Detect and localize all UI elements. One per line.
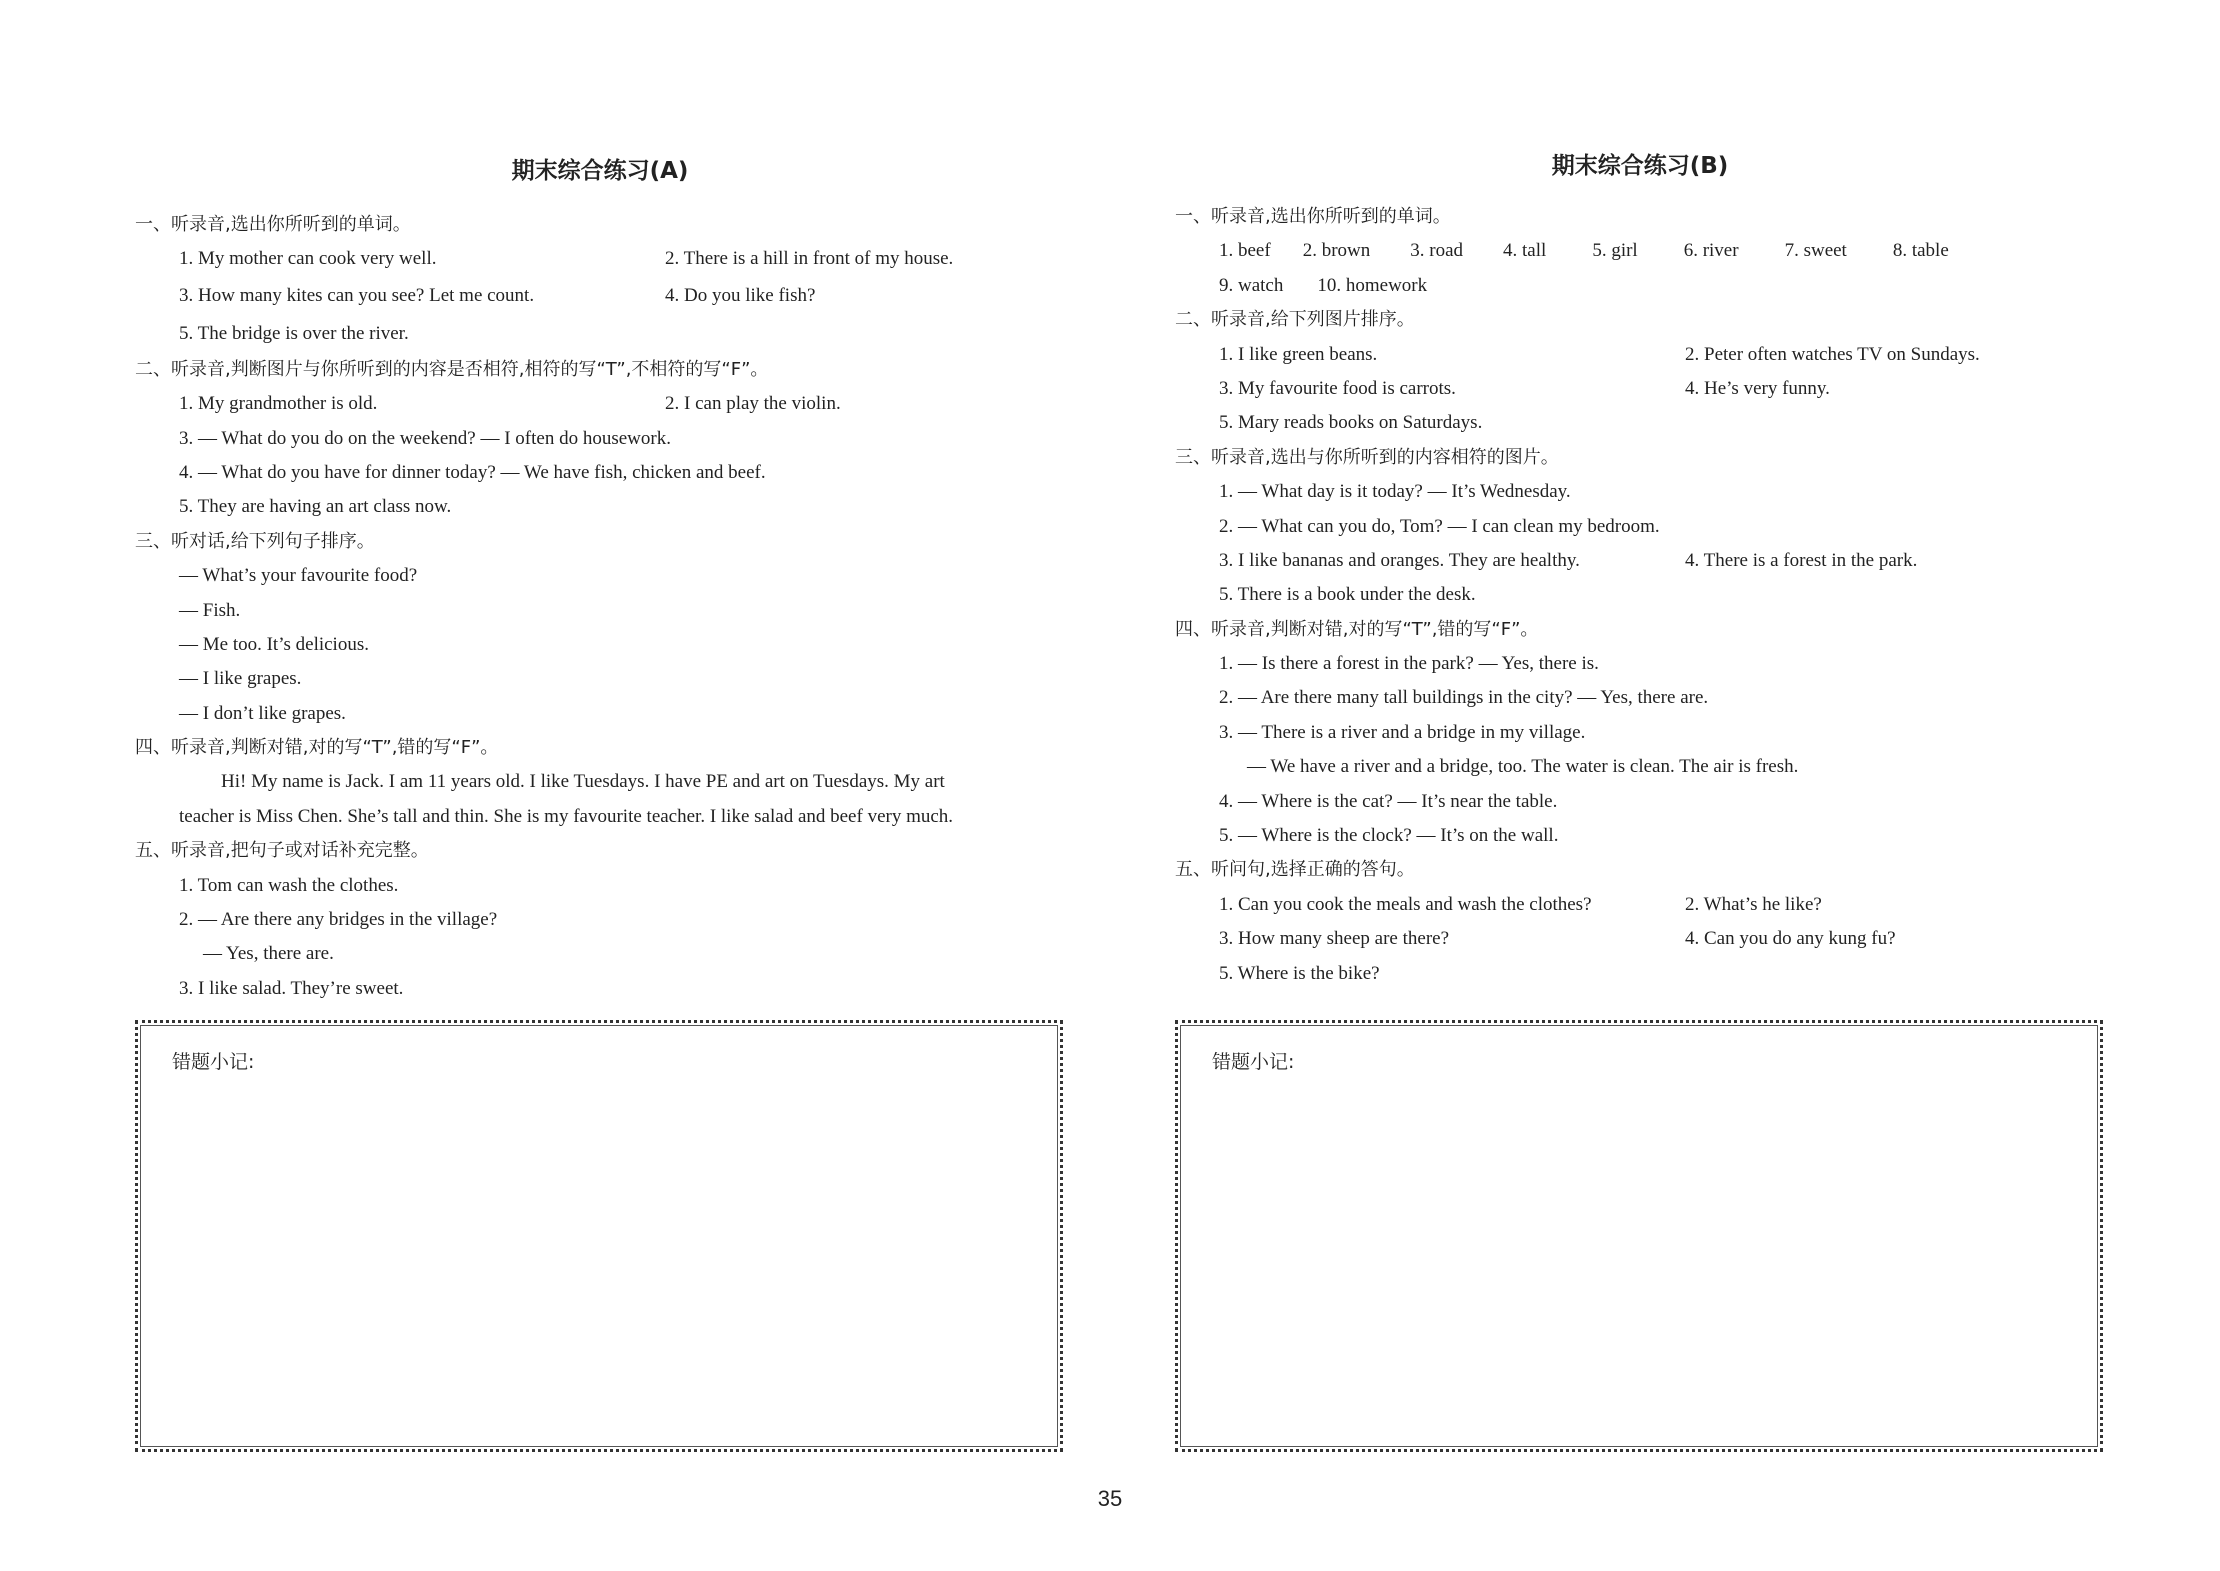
b-s2-item-3: 3. My favourite food is carrots.	[1219, 377, 1456, 399]
b-s4-item-1: 1. — Is there a forest in the park? — Yes, there is.	[1219, 653, 1599, 675]
b-s2-item-4: 4. He’s very funny.	[1685, 377, 1830, 399]
b-s4-item-3-answer: — We have a river and a bridge, too. The water is clean. The air is fresh.	[1247, 756, 1799, 778]
b-s2-item-1: 1. I like green beans.	[1219, 343, 1378, 365]
a-section-2-heading: 二、听录音,判断图片与你所听到的内容是否相符,相符的写“T”,不相符的写“F”。	[135, 358, 769, 380]
a-error-notes-label: 错题小记:	[172, 1051, 255, 1073]
b-s5-row-1	[1175, 888, 2105, 922]
page-number: 35	[1097, 1486, 1123, 1511]
a-s1-item-5: 5. The bridge is over the river.	[179, 322, 409, 344]
b-s3-item-5: 5. There is a book under the desk.	[1219, 584, 1476, 606]
b-s4-item-4: 4. — Where is the cat? — It’s near the table.	[1219, 790, 1558, 812]
a-section-1-heading: 一、听录音,选出你所听到的单词。	[135, 214, 411, 235]
a-s2-item-2: 2. I can play the violin.	[665, 393, 841, 415]
a-s1-item-4: 4. Do you like fish?	[665, 284, 816, 306]
b-s5-item-3: 3. How many sheep are there?	[1219, 928, 1450, 950]
a-s2-item-3: 3. — What do you do on the weekend? — I often do housework.	[179, 427, 671, 449]
a-s5-item-1: 1. Tom can wash the clothes.	[179, 874, 399, 896]
a-s4-passage-line-2: teacher is Miss Chen. She’s tall and thin. She is my favourite teacher. I like salad and beef very much.	[179, 805, 954, 827]
b-s3-item-1: 1. — What day is it today? — It’s Wednesday.	[1219, 481, 1571, 503]
b-s3-row-3	[1175, 544, 2105, 578]
b-s1-word-7: 7. sweet	[1784, 240, 1847, 262]
b-s5-row-2	[1175, 922, 2105, 956]
b-s3-item-2: 2. — What can you do, Tom? — I can clean my bedroom.	[1219, 515, 1660, 537]
b-s1-word-10: 10. homework	[1317, 274, 1428, 296]
b-s2-item-2: 2. Peter often watches TV on Sundays.	[1685, 343, 1980, 365]
a-section-4-heading: 四、听录音,判断对错,对的写“T”,错的写“F”。	[135, 737, 499, 759]
a-s2-item-1: 1. My grandmother is old.	[179, 393, 378, 415]
a-s2-item-5: 5. They are having an art class now.	[179, 496, 452, 518]
a-s4-passage	[135, 765, 1065, 834]
b-s5-item-2: 2. What’s he like?	[1685, 893, 1822, 915]
a-s3-line-3: — Me too. It’s delicious.	[179, 633, 369, 655]
b-s1-word-2: 2. brown	[1302, 240, 1371, 262]
a-s5-item-2: 2. — Are there any bridges in the village?	[179, 909, 498, 931]
b-s1-word-8: 8. table	[1892, 240, 1949, 262]
exercise-b-body	[1175, 200, 2105, 991]
b-s3-item-3: 3. I like bananas and oranges. They are healthy.	[1219, 549, 1580, 571]
b-s1-word-9: 9. watch	[1219, 274, 1284, 296]
b-s1-word-row-1	[1175, 234, 2105, 268]
exercise-b-title: 期末综合练习(B)	[1551, 153, 1729, 179]
a-s1-item-1: 1. My mother can cook very well.	[179, 248, 437, 270]
a-s5-item-3: 3. I like salad. They’re sweet.	[179, 977, 404, 999]
b-s1-word-4: 4. tall	[1503, 240, 1547, 262]
b-s5-item-1: 1. Can you cook the meals and wash the clothes?	[1219, 893, 1592, 915]
a-s2-item-4: 4. — What do you have for dinner today? — We have fish, chicken and beef.	[179, 461, 766, 483]
b-section-3-heading: 三、听录音,选出与你所听到的内容相符的图片。	[1175, 446, 1559, 468]
b-s1-word-6: 6. river	[1683, 240, 1739, 262]
a-s1-item-3: 3. How many kites can you see? Let me count.	[179, 284, 535, 306]
a-s5-item-2-answer: — Yes, there are.	[203, 943, 334, 965]
a-s2-row-1	[135, 387, 1065, 421]
b-section-4-heading: 四、听录音,判断对错,对的写“T”,错的写“F”。	[1175, 618, 1539, 640]
b-section-1-heading: 一、听录音,选出你所听到的单词。	[1175, 206, 1451, 227]
b-s1-word-row-2	[1175, 269, 2105, 303]
b-s2-item-5: 5. Mary reads books on Saturdays.	[1219, 412, 1483, 434]
b-s5-item-4: 4. Can you do any kung fu?	[1685, 928, 1896, 950]
b-s1-word-5: 5. girl	[1592, 240, 1638, 262]
a-s3-line-2: — Fish.	[179, 599, 241, 621]
a-section-3-heading: 三、听对话,给下列句子排序。	[135, 530, 375, 552]
a-section-5-heading: 五、听录音,把句子或对话补充完整。	[135, 840, 429, 862]
a-error-notes-box	[135, 1020, 1063, 1452]
a-s1-item-2: 2. There is a hill in front of my house.	[665, 248, 954, 270]
a-s3-line-1: — What’s your favourite food?	[179, 565, 418, 587]
b-s2-row-1	[1175, 338, 2105, 372]
b-s3-item-4: 4. There is a forest in the park.	[1685, 549, 1918, 571]
a-s3-line-5: — I don’t like grapes.	[179, 702, 346, 724]
b-s4-item-3: 3. — There is a river and a bridge in my village.	[1219, 721, 1586, 743]
a-s1-row-1	[135, 242, 1065, 276]
exercise-a-title: 期末综合练习(A)	[511, 158, 689, 184]
b-error-notes-label: 错题小记:	[1212, 1051, 1295, 1073]
b-s2-row-2	[1175, 372, 2105, 406]
b-s1-word-3: 3. road	[1410, 240, 1464, 262]
b-error-notes-box	[1175, 1020, 2103, 1452]
exercise-a-body	[135, 208, 1065, 1006]
a-s3-line-4: — I like grapes.	[179, 668, 302, 690]
b-section-2-heading: 二、听录音,给下列图片排序。	[1175, 309, 1415, 331]
a-s1-row-2	[135, 277, 1065, 315]
b-s5-item-5: 5. Where is the bike?	[1219, 962, 1380, 984]
a-s4-passage-line-1: Hi! My name is Jack. I am 11 years old. I like Tuesdays. I have PE and art on Tuesdays. My art	[221, 771, 945, 793]
b-s4-item-5: 5. — Where is the clock? — It’s on the wall.	[1219, 825, 1559, 847]
b-section-5-heading: 五、听问句,选择正确的答句。	[1175, 859, 1415, 881]
b-s1-word-1: 1. beef	[1219, 240, 1271, 262]
b-s4-item-2: 2. — Are there many tall buildings in the city? — Yes, there are.	[1219, 687, 1709, 709]
